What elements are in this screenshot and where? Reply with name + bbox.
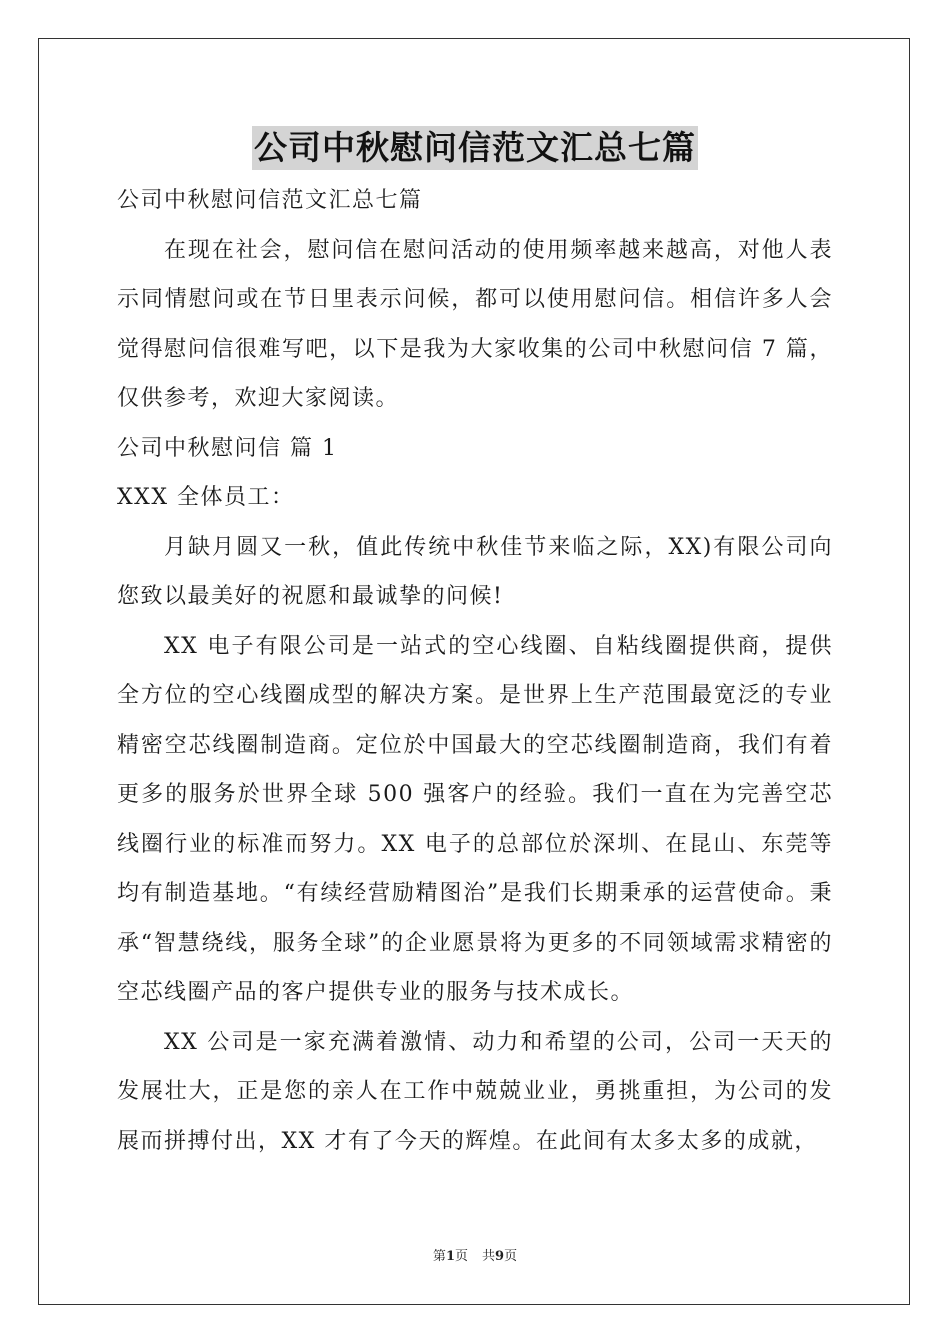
salutation: XXX 全体员工：	[117, 485, 295, 510]
body-paragraph-company-intro: XX 电子有限公司是一站式的空心线圈、自粘线圈提供商，提供全方位的空心线圈成型的解决方案。是世界上生产范围最宽泛的专业精密空芯线圈制造商。定位於中国最大的空芯线圈制造商，我们有着更多的服务於世界全球 500 强客户的经验。我们一直在为完善空芯线圈行业的标准而努力。XX 电子的总部位於深圳、在昆山、东莞等均有制造基地。“有续经营励精图治”是我们长期秉承的运营使命。秉承“智慧绕线，服务全球”的企业愿景将为更多的不同领域需求精密的空芯线圈产品的客户提供专业的服务与技术成长。	[117, 633, 833, 1005]
subtitle-paragraph: 公司中秋慰问信范文汇总七篇	[117, 188, 423, 213]
page-number: 第1页	[432, 1249, 468, 1264]
body-paragraph-greeting: 月缺月圆又一秋，值此传统中秋佳节来临之际，XX)有限公司向您致以最美好的祝愿和最诚挚的问候!	[117, 534, 833, 609]
section-heading: 公司中秋慰问信 篇 1	[117, 435, 338, 461]
page-footer	[0, 1248, 950, 1266]
page-total: 共9页	[482, 1249, 518, 1264]
document-title: 公司中秋慰问信范文汇总七篇	[252, 126, 698, 170]
intro-paragraph: 在现在社会，慰问信在慰问活动的使用频率越来越高，对他人表示同情慰问或在节日里表示问候，都可以使用慰问信。相信许多人会觉得慰问信很难写吧，以下是我为大家收集的公司中秋慰问信 7 篇，仅供参考，欢迎大家阅读。	[117, 237, 833, 411]
document-body	[117, 176, 833, 1166]
body-paragraph-company-growth: XX 公司是一家充满着激情、动力和希望的公司，公司一天天的发展壮大，正是您的亲人在工作中兢兢业业，勇挑重担，为公司的发展而拼搏付出，XX 才有了今天的辉煌。在此间有太多太多的成就，	[117, 1029, 833, 1154]
title-container	[0, 126, 950, 170]
